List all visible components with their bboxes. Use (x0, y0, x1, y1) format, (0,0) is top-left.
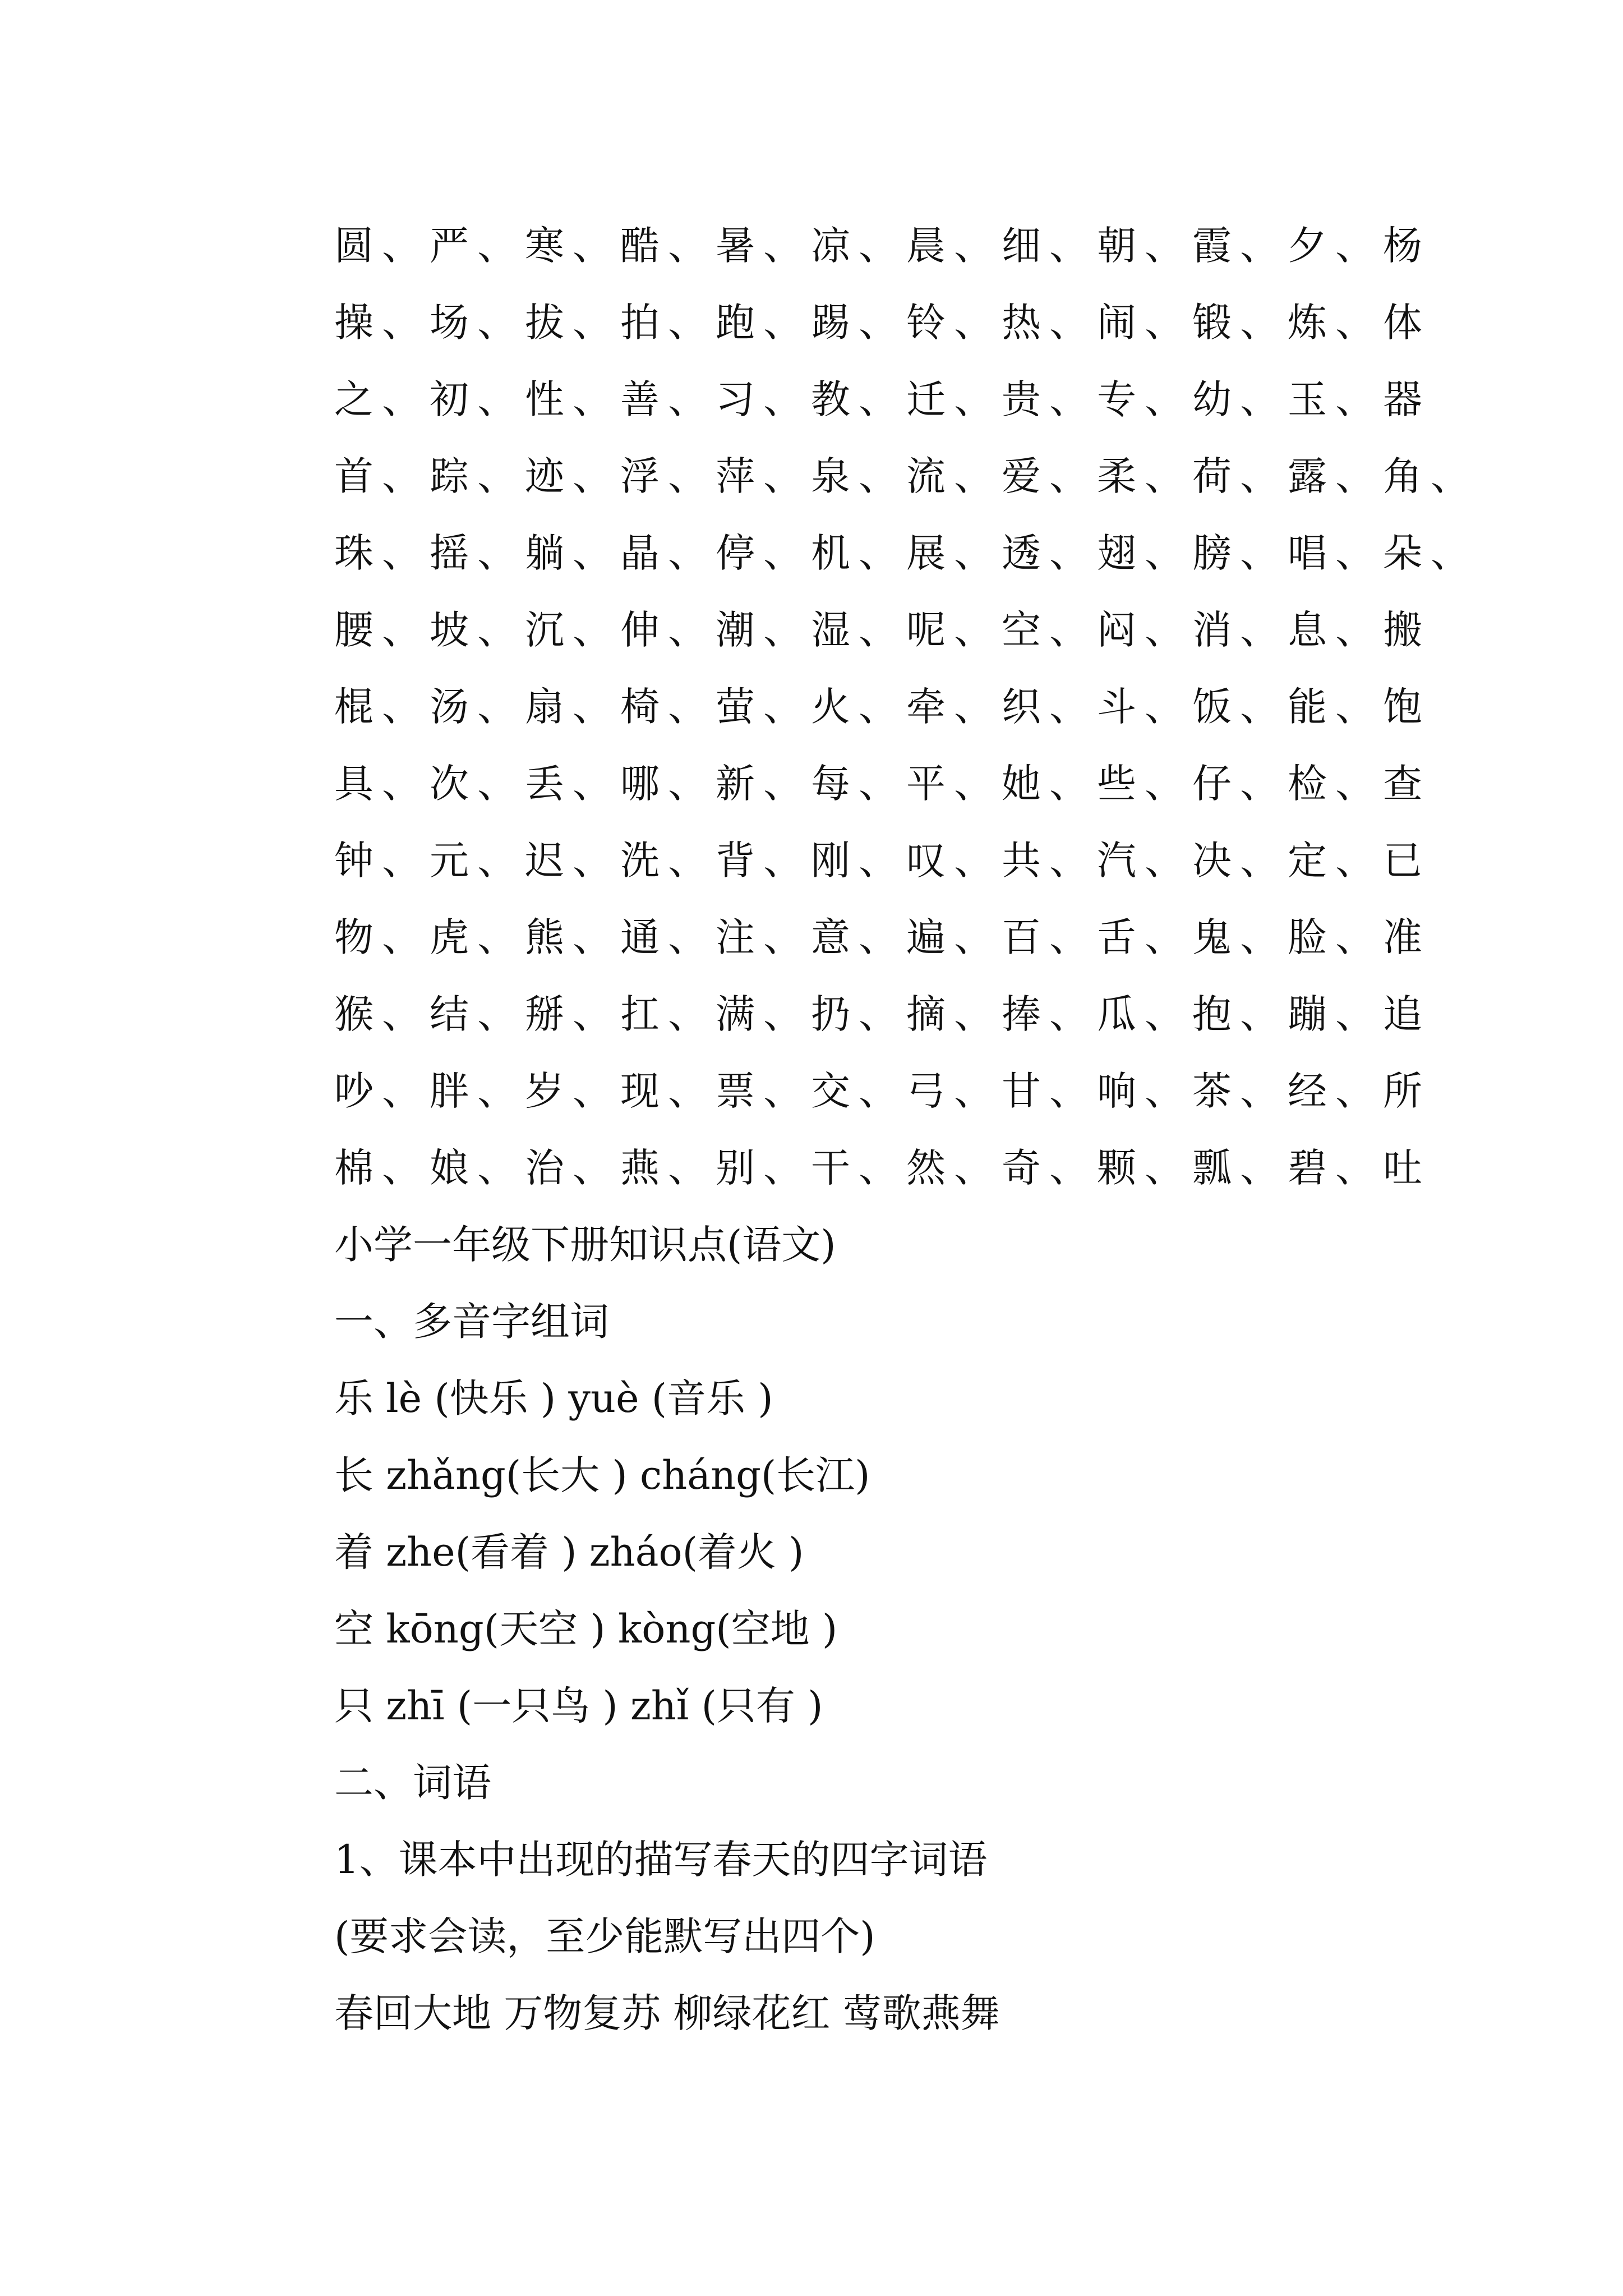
char-row: 之、初、性、善、习、教、迁、贵、专、幼、玉、器 (334, 376, 1431, 422)
subsection-heading: 1、课本中出现的描写春天的四字词语 (334, 1837, 988, 1883)
char-row: 具、次、丢、哪、新、每、平、她、些、仔、检、查 (334, 761, 1431, 807)
char-row: 棉、娘、治、燕、别、干、然、奇、颗、瓢、碧、吐 (334, 1145, 1431, 1191)
polyphone-item: 着 zhe(看着 ) zháo(着火 ) (334, 1529, 804, 1575)
polyphone-item: 长 zhǎng(长大 ) cháng(长江) (334, 1452, 870, 1498)
char-row: 物、虎、熊、通、注、意、遍、百、舌、鬼、脸、准 (334, 914, 1431, 960)
spring-words: 春回大地 万物复苏 柳绿花红 莺歌燕舞 (334, 1990, 1000, 2036)
char-row: 棍、汤、扇、椅、萤、火、牵、织、斗、饭、能、饱 (334, 684, 1431, 730)
char-row: 首、踪、迹、浮、萍、泉、流、爱、柔、荷、露、角、 (334, 453, 1478, 499)
document-title: 小学一年级下册知识点(语文) (334, 1222, 836, 1268)
polyphone-item: 空 kōng(天空 ) kòng(空地 ) (334, 1606, 838, 1652)
char-row: 吵、胖、岁、现、票、交、弓、甘、响、茶、经、所 (334, 1068, 1431, 1114)
char-row: 操、场、拔、拍、跑、踢、铃、热、闹、锻、炼、体 (334, 300, 1431, 346)
document-body (334, 208, 1568, 2052)
char-row: 钟、元、迟、洗、背、刚、叹、共、汽、决、定、已 (334, 838, 1431, 884)
char-row: 圆、严、寒、酷、暑、凉、晨、细、朝、霞、夕、杨 (334, 223, 1431, 269)
requirement-note: (要求会读，至少能默写出四个) (334, 1913, 875, 1959)
char-row: 猴、结、掰、扛、满、扔、摘、捧、瓜、抱、蹦、追 (334, 991, 1431, 1037)
char-row: 腰、坡、沉、伸、潮、湿、呢、空、闷、消、息、搬 (334, 607, 1431, 653)
section-heading-words: 二、词语 (334, 1760, 491, 1806)
polyphone-item: 只 zhī (一只鸟 ) zhǐ (只有 ) (334, 1683, 823, 1729)
char-row: 珠、摇、躺、晶、停、机、展、透、翅、膀、唱、朵、 (334, 530, 1478, 576)
section-heading-polyphones: 一、多音字组词 (334, 1299, 609, 1345)
polyphone-item: 乐 lè (快乐 ) yuè (音乐 ) (334, 1375, 773, 1421)
